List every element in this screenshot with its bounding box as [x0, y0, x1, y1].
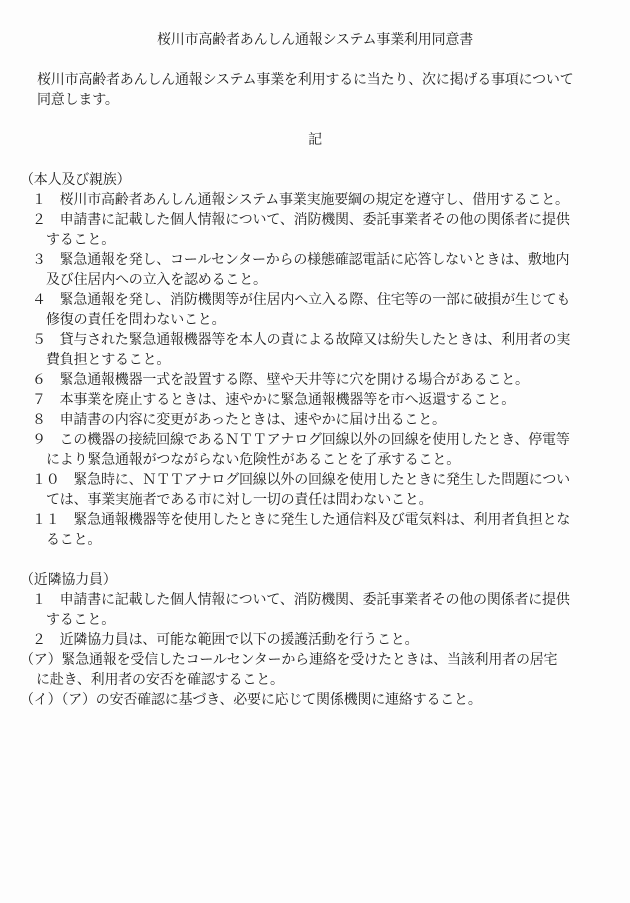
item-line: ７ 本事業を廃止するときは、速やかに緊急通報機器等を市へ返還すること。	[32, 392, 515, 408]
item-line: 費負担とすること。	[46, 352, 171, 368]
blank-line	[0, 50, 630, 70]
item-line: ては、事業実施者である市に対し一切の責任は問わないこと。	[46, 492, 433, 508]
intro-paragraph-line: 同意します。	[37, 92, 119, 108]
item-line: ３ 緊急通報を発し、コールセンターからの様態確認電話に応答しないときは、敷地内	[32, 252, 570, 268]
intro-paragraph-line: 桜川市高齢者あんしん通報システム事業を利用するに当たり、次に掲げる事項について	[37, 72, 574, 88]
item-line: すること。	[46, 612, 115, 628]
item-line: ること。	[46, 532, 102, 548]
blank-line	[0, 550, 630, 570]
item-line: ９ この機器の接続回線であるＮＴＴアナログ回線以外の回線を使用したとき、停電等	[32, 432, 570, 448]
item-line: １０ 緊急時に、ＮＴＴアナログ回線以外の回線を使用したときに発生した問題につい	[32, 472, 570, 488]
item-line: ２ 近隣協力員は、可能な範囲で以下の援護活動を行うこと。	[32, 632, 419, 648]
blank-line	[0, 150, 630, 170]
item-line: ５ 貸与された緊急通報機器等を本人の責による故障又は紛失したときは、利用者の実	[32, 332, 571, 348]
item-line: 及び住居内への立入を認めること。	[46, 272, 267, 288]
item-line: すること。	[46, 232, 115, 248]
document-title: 桜川市高齢者あんしん通報システム事業利用同意書	[157, 32, 473, 48]
item-line: により緊急通報がつながらない危険性があることを了承すること。	[46, 452, 460, 468]
item-line: ８ 申請書の内容に変更があったときは、速やかに届け出ること。	[32, 412, 446, 428]
section-heading-self-and-family: （本人及び親族）	[20, 172, 131, 188]
item-line: １ 桜川市高齢者あんしん通報システム事業実施要綱の規定を遵守し、借用すること。	[32, 192, 569, 208]
item-line: ４ 緊急通報を発し、消防機関等が住居内へ立入る際、住宅等の一部に破損が生じても	[32, 292, 571, 308]
section-heading-neighbor-helper: （近隣協力員）	[20, 572, 117, 588]
sub-item-line: （ア）緊急通報を受信したコールセンターから連絡を受けたときは、当該利用者の居宅	[20, 652, 558, 668]
blank-line	[0, 110, 630, 130]
item-line: １１ 緊急通報機器等を使用したときに発生した通信料及び電気料は、利用者負担とな	[32, 512, 571, 528]
sub-item-line: （イ）（ア）の安否確認に基づき、必要に応じて関係機関に連絡すること。	[20, 692, 482, 708]
item-line: １ 申請書に記載した個人情報について、消防機関、委託事業者その他の関係者に提供	[32, 592, 570, 608]
item-line: ２ 申請書に記載した個人情報について、消防機関、委託事業者その他の関係者に提供	[32, 212, 570, 228]
sub-item-line: に赴き、利用者の安否を確認すること。	[36, 672, 284, 688]
item-line: ６ 緊急通報機器一式を設置する際、壁や天井等に穴を開ける場合があること。	[32, 372, 529, 388]
ki-marker: 記	[308, 132, 322, 148]
item-line: 修復の責任を問わないこと。	[46, 312, 226, 328]
